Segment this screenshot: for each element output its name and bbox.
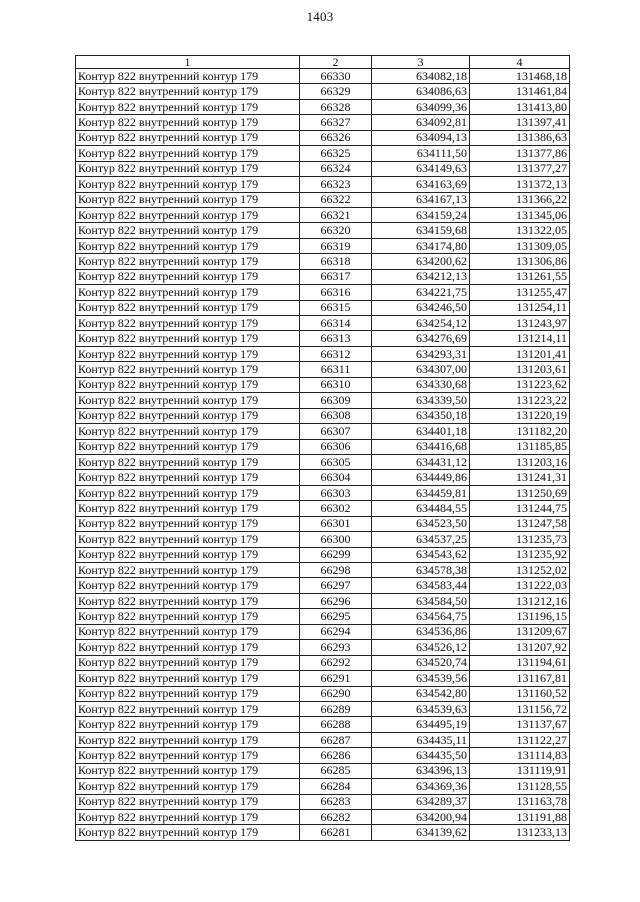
point-number-cell: 66326 [300,130,372,145]
contour-name-cell: Контур 822 внутренний контур 179 [76,393,300,408]
point-number-cell: 66304 [300,470,372,485]
x-coordinate-cell: 634339,50 [372,393,470,408]
x-coordinate-cell: 634200,94 [372,810,470,825]
x-coordinate-cell: 634542,80 [372,686,470,701]
point-number-cell: 66319 [300,238,372,253]
column-header-4: 4 [470,56,570,69]
y-coordinate-cell: 131366,22 [470,192,570,207]
x-coordinate-cell: 634537,25 [372,532,470,547]
x-coordinate-cell: 634139,62 [372,825,470,840]
contour-name-cell: Контур 822 внутренний контур 179 [76,686,300,701]
y-coordinate-cell: 131160,52 [470,686,570,701]
table-row [76,532,570,547]
y-coordinate-cell: 131223,62 [470,377,570,392]
contour-name-cell: Контур 822 внутренний контур 179 [76,192,300,207]
point-number-cell: 66306 [300,439,372,454]
x-coordinate-cell: 634401,18 [372,424,470,439]
y-coordinate-cell: 131214,11 [470,331,570,346]
table-row [76,362,570,377]
contour-name-cell: Контур 822 внутренний контур 179 [76,485,300,500]
y-coordinate-cell: 131235,73 [470,532,570,547]
point-number-cell: 66312 [300,346,372,361]
x-coordinate-cell: 634159,68 [372,223,470,238]
contour-name-cell: Контур 822 внутренний контур 179 [76,223,300,238]
point-number-cell: 66287 [300,732,372,747]
y-coordinate-cell: 131114,83 [470,748,570,763]
y-coordinate-cell: 131244,75 [470,501,570,516]
x-coordinate-cell: 634449,86 [372,470,470,485]
x-coordinate-cell: 634099,36 [372,99,470,114]
point-number-cell: 66285 [300,763,372,778]
contour-name-cell: Контур 822 внутренний контур 179 [76,377,300,392]
point-number-cell: 66303 [300,485,372,500]
point-number-cell: 66317 [300,269,372,284]
x-coordinate-cell: 634092,81 [372,115,470,130]
table-row [76,408,570,423]
y-coordinate-cell: 131386,63 [470,130,570,145]
table-row [76,748,570,763]
point-number-cell: 66318 [300,254,372,269]
contour-name-cell: Контур 822 внутренний контур 179 [76,779,300,794]
table-row [76,794,570,809]
y-coordinate-cell: 131163,78 [470,794,570,809]
point-number-cell: 66302 [300,501,372,516]
x-coordinate-cell: 634086,63 [372,84,470,99]
x-coordinate-cell: 634293,31 [372,346,470,361]
point-number-cell: 66292 [300,655,372,670]
y-coordinate-cell: 131167,81 [470,671,570,686]
point-number-cell: 66297 [300,578,372,593]
x-coordinate-cell: 634484,55 [372,501,470,516]
table-row [76,300,570,315]
table-row [76,115,570,130]
table-row [76,377,570,392]
y-coordinate-cell: 131122,27 [470,732,570,747]
table-row [76,470,570,485]
point-number-cell: 66314 [300,316,372,331]
contour-name-cell: Контур 822 внутренний контур 179 [76,254,300,269]
table-row [76,454,570,469]
table-row [76,316,570,331]
point-number-cell: 66291 [300,671,372,686]
page-number: 1403 [306,9,334,24]
point-number-cell: 66281 [300,825,372,840]
x-coordinate-cell: 634564,75 [372,609,470,624]
point-number-cell: 66298 [300,563,372,578]
y-coordinate-cell: 131255,47 [470,285,570,300]
y-coordinate-cell: 131191,88 [470,810,570,825]
y-coordinate-cell: 131243,97 [470,316,570,331]
contour-name-cell: Контур 822 внутренний контур 179 [76,624,300,639]
table-body [76,69,570,841]
x-coordinate-cell: 634435,11 [372,732,470,747]
point-number-cell: 66300 [300,532,372,547]
x-coordinate-cell: 634082,18 [372,69,470,84]
contour-name-cell: Контур 822 внутренний контур 179 [76,563,300,578]
table-row [76,810,570,825]
x-coordinate-cell: 634159,24 [372,207,470,222]
y-coordinate-cell: 131222,03 [470,578,570,593]
table-row [76,763,570,778]
table-row [76,825,570,840]
point-number-cell: 66301 [300,516,372,531]
table-header [76,56,570,69]
contour-name-cell: Контур 822 внутренний контур 179 [76,316,300,331]
contour-name-cell: Контур 822 внутренний контур 179 [76,547,300,562]
y-coordinate-cell: 131322,05 [470,223,570,238]
point-number-cell: 66311 [300,362,372,377]
x-coordinate-cell: 634539,63 [372,701,470,716]
x-coordinate-cell: 634254,12 [372,316,470,331]
contour-name-cell: Контур 822 внутренний контур 179 [76,84,300,99]
contour-name-cell: Контур 822 внутренний контур 179 [76,269,300,284]
contour-name-cell: Контур 822 внутренний контур 179 [76,516,300,531]
y-coordinate-cell: 131377,27 [470,161,570,176]
y-coordinate-cell: 131254,11 [470,300,570,315]
x-coordinate-cell: 634543,62 [372,547,470,562]
table-row [76,285,570,300]
contour-name-cell: Контур 822 внутренний контур 179 [76,794,300,809]
y-coordinate-cell: 131128,55 [470,779,570,794]
point-number-cell: 66288 [300,717,372,732]
contour-name-cell: Контур 822 внутренний контур 179 [76,825,300,840]
y-coordinate-cell: 131119,91 [470,763,570,778]
x-coordinate-cell: 634459,81 [372,485,470,500]
x-coordinate-cell: 634583,44 [372,578,470,593]
contour-name-cell: Контур 822 внутренний контур 179 [76,177,300,192]
contour-name-cell: Контур 822 внутренний контур 179 [76,362,300,377]
y-coordinate-cell: 131377,86 [470,146,570,161]
table-row [76,686,570,701]
x-coordinate-cell: 634350,18 [372,408,470,423]
point-number-cell: 66290 [300,686,372,701]
x-coordinate-cell: 634163,69 [372,177,470,192]
column-header-1: 1 [76,56,300,69]
y-coordinate-cell: 131309,05 [470,238,570,253]
header-row [76,56,570,69]
y-coordinate-cell: 131241,31 [470,470,570,485]
table-row [76,563,570,578]
contour-name-cell: Контур 822 внутренний контур 179 [76,748,300,763]
table-row [76,717,570,732]
x-coordinate-cell: 634526,12 [372,640,470,655]
y-coordinate-cell: 131413,80 [470,99,570,114]
point-number-cell: 66324 [300,161,372,176]
y-coordinate-cell: 131185,85 [470,439,570,454]
table-row [76,516,570,531]
x-coordinate-cell: 634200,62 [372,254,470,269]
y-coordinate-cell: 131220,19 [470,408,570,423]
y-coordinate-cell: 131156,72 [470,701,570,716]
contour-name-cell: Контур 822 внутренний контур 179 [76,810,300,825]
point-number-cell: 66315 [300,300,372,315]
y-coordinate-cell: 131196,15 [470,609,570,624]
y-coordinate-cell: 131235,92 [470,547,570,562]
table-row [76,346,570,361]
contour-name-cell: Контур 822 внутренний контур 179 [76,470,300,485]
point-number-cell: 66320 [300,223,372,238]
table-row [76,732,570,747]
column-header-2: 2 [300,56,372,69]
y-coordinate-cell: 131306,86 [470,254,570,269]
table-row [76,671,570,686]
table-row [76,547,570,562]
y-coordinate-cell: 131247,58 [470,516,570,531]
table-row [76,331,570,346]
contour-name-cell: Контур 822 внутренний контур 179 [76,346,300,361]
x-coordinate-cell: 634431,12 [372,454,470,469]
y-coordinate-cell: 131233,13 [470,825,570,840]
table-row [76,238,570,253]
point-number-cell: 66308 [300,408,372,423]
contour-name-cell: Контур 822 внутренний контур 179 [76,439,300,454]
x-coordinate-cell: 634495,19 [372,717,470,732]
y-coordinate-cell: 131223,22 [470,393,570,408]
x-coordinate-cell: 634539,56 [372,671,470,686]
point-number-cell: 66313 [300,331,372,346]
x-coordinate-cell: 634276,69 [372,331,470,346]
table-row [76,99,570,114]
contour-name-cell: Контур 822 внутренний контур 179 [76,454,300,469]
contour-name-cell: Контур 822 внутренний контур 179 [76,532,300,547]
contour-name-cell: Контур 822 внутренний контур 179 [76,69,300,84]
table-row [76,69,570,84]
contour-name-cell: Контур 822 внутренний контур 179 [76,146,300,161]
contour-name-cell: Контур 822 внутренний контур 179 [76,115,300,130]
contour-name-cell: Контур 822 внутренний контур 179 [76,130,300,145]
contour-name-cell: Контур 822 внутренний контур 179 [76,640,300,655]
y-coordinate-cell: 131252,02 [470,563,570,578]
table-row [76,130,570,145]
contour-name-cell: Контур 822 внутренний контур 179 [76,408,300,423]
y-coordinate-cell: 131137,67 [470,717,570,732]
point-number-cell: 66321 [300,207,372,222]
contour-name-cell: Контур 822 внутренний контур 179 [76,609,300,624]
x-coordinate-cell: 634094,13 [372,130,470,145]
table-row [76,439,570,454]
x-coordinate-cell: 634221,75 [372,285,470,300]
contour-name-cell: Контур 822 внутренний контур 179 [76,99,300,114]
y-coordinate-cell: 131209,67 [470,624,570,639]
contour-name-cell: Контур 822 внутренний контур 179 [76,732,300,747]
column-header-3: 3 [372,56,470,69]
point-number-cell: 66325 [300,146,372,161]
point-number-cell: 66295 [300,609,372,624]
table-row [76,624,570,639]
table-row [76,593,570,608]
point-number-cell: 66286 [300,748,372,763]
point-number-cell: 66289 [300,701,372,716]
table-row [76,779,570,794]
table-row [76,146,570,161]
table-row [76,393,570,408]
x-coordinate-cell: 634289,37 [372,794,470,809]
point-number-cell: 66283 [300,794,372,809]
contour-name-cell: Контур 822 внутренний контур 179 [76,671,300,686]
y-coordinate-cell: 131261,55 [470,269,570,284]
contour-name-cell: Контур 822 внутренний контур 179 [76,593,300,608]
point-number-cell: 66327 [300,115,372,130]
contour-name-cell: Контур 822 внутренний контур 179 [76,161,300,176]
table-row [76,223,570,238]
y-coordinate-cell: 131468,18 [470,69,570,84]
y-coordinate-cell: 131250,69 [470,485,570,500]
point-number-cell: 66328 [300,99,372,114]
point-number-cell: 66307 [300,424,372,439]
point-number-cell: 66330 [300,69,372,84]
y-coordinate-cell: 131203,16 [470,454,570,469]
x-coordinate-cell: 634435,50 [372,748,470,763]
x-coordinate-cell: 634111,50 [372,146,470,161]
table-row [76,655,570,670]
y-coordinate-cell: 131212,16 [470,593,570,608]
x-coordinate-cell: 634536,86 [372,624,470,639]
contour-name-cell: Контур 822 внутренний контур 179 [76,424,300,439]
table-row [76,501,570,516]
y-coordinate-cell: 131201,41 [470,346,570,361]
point-number-cell: 66322 [300,192,372,207]
table-row [76,161,570,176]
x-coordinate-cell: 634578,38 [372,563,470,578]
point-number-cell: 66316 [300,285,372,300]
y-coordinate-cell: 131203,61 [470,362,570,377]
table-row [76,207,570,222]
table-row [76,701,570,716]
x-coordinate-cell: 634246,50 [372,300,470,315]
x-coordinate-cell: 634307,00 [372,362,470,377]
point-number-cell: 66293 [300,640,372,655]
y-coordinate-cell: 131207,92 [470,640,570,655]
contour-name-cell: Контур 822 внутренний контур 179 [76,300,300,315]
table-row [76,177,570,192]
table-row [76,84,570,99]
x-coordinate-cell: 634396,13 [372,763,470,778]
point-number-cell: 66305 [300,454,372,469]
x-coordinate-cell: 634584,50 [372,593,470,608]
table-row [76,640,570,655]
point-number-cell: 66299 [300,547,372,562]
table-row [76,269,570,284]
x-coordinate-cell: 634523,50 [372,516,470,531]
y-coordinate-cell: 131397,41 [470,115,570,130]
contour-name-cell: Контур 822 внутренний контур 179 [76,701,300,716]
contour-name-cell: Контур 822 внутренний контур 179 [76,285,300,300]
coordinates-table [75,55,570,841]
contour-name-cell: Контур 822 внутренний контур 179 [76,578,300,593]
x-coordinate-cell: 634174,80 [372,238,470,253]
table-row [76,609,570,624]
table-row [76,485,570,500]
x-coordinate-cell: 634416,68 [372,439,470,454]
point-number-cell: 66329 [300,84,372,99]
point-number-cell: 66310 [300,377,372,392]
y-coordinate-cell: 131194,61 [470,655,570,670]
y-coordinate-cell: 131345,06 [470,207,570,222]
table-row [76,254,570,269]
point-number-cell: 66309 [300,393,372,408]
contour-name-cell: Контур 822 внутренний контур 179 [76,655,300,670]
x-coordinate-cell: 634167,13 [372,192,470,207]
y-coordinate-cell: 131461,84 [470,84,570,99]
contour-name-cell: Контур 822 внутренний контур 179 [76,717,300,732]
contour-name-cell: Контур 822 внутренний контур 179 [76,238,300,253]
table-row [76,192,570,207]
contour-name-cell: Контур 822 внутренний контур 179 [76,207,300,222]
point-number-cell: 66284 [300,779,372,794]
contour-name-cell: Контур 822 внутренний контур 179 [76,331,300,346]
y-coordinate-cell: 131182,20 [470,424,570,439]
contour-name-cell: Контур 822 внутренний контур 179 [76,763,300,778]
x-coordinate-cell: 634212,13 [372,269,470,284]
point-number-cell: 66296 [300,593,372,608]
y-coordinate-cell: 131372,13 [470,177,570,192]
table-row [76,424,570,439]
point-number-cell: 66294 [300,624,372,639]
x-coordinate-cell: 634520,74 [372,655,470,670]
x-coordinate-cell: 634149,63 [372,161,470,176]
x-coordinate-cell: 634369,36 [372,779,470,794]
point-number-cell: 66282 [300,810,372,825]
x-coordinate-cell: 634330,68 [372,377,470,392]
contour-name-cell: Контур 822 внутренний контур 179 [76,501,300,516]
point-number-cell: 66323 [300,177,372,192]
table-row [76,578,570,593]
